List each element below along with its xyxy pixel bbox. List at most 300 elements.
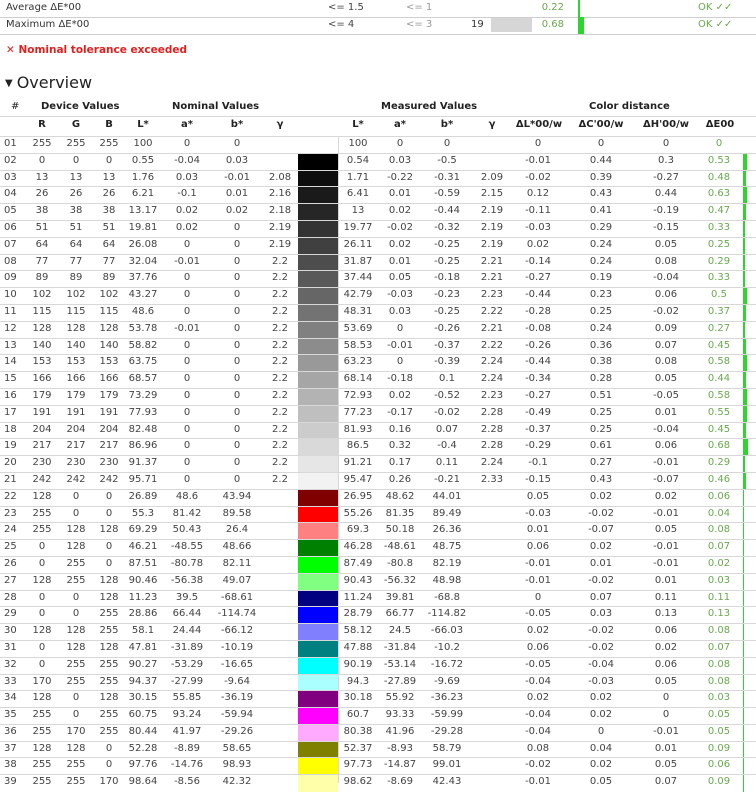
cell-delta-c: 0.39 — [589, 171, 613, 183]
cell-measured-gamma: 2.19 — [480, 238, 504, 250]
color-swatch — [298, 507, 338, 524]
cell-device-b: 128 — [99, 641, 119, 653]
col-delta-h: ΔH'00/w — [643, 119, 689, 130]
cell-device-r: 255 — [32, 138, 52, 149]
cell-delta-e: 0.47 — [707, 205, 731, 217]
cell-measured-b: 26.36 — [432, 524, 462, 536]
color-swatch — [298, 758, 338, 775]
table-row — [0, 724, 756, 741]
cell-device-g: 0 — [72, 154, 80, 166]
table-row — [0, 136, 756, 153]
cell-delta-e: 0.45 — [707, 339, 731, 351]
cell-delta-l: -0.01 — [525, 557, 551, 569]
cell-nominal-b: -16.65 — [220, 658, 254, 670]
cell-measured-a: 0.02 — [388, 389, 412, 401]
cell-delta-c: 0.07 — [589, 591, 613, 603]
cell-device-g: 26 — [69, 188, 83, 200]
cell-nominal-a: 0 — [183, 289, 191, 301]
color-swatch — [298, 355, 338, 372]
cell-nominal-b: -68.61 — [220, 591, 254, 603]
cell-nominal-b: 0 — [233, 238, 241, 250]
delta-e-bar — [743, 439, 748, 456]
cell-delta-l: -0.02 — [525, 759, 551, 771]
cell-delta-h: 0.01 — [654, 406, 678, 418]
cell-nominal-a: -8.56 — [174, 776, 200, 788]
patch-count: 19 — [471, 19, 484, 30]
cell-delta-l: -0.01 — [525, 154, 551, 166]
summary-label: Average ΔE*00 — [6, 2, 82, 13]
cell-measured-a: 0 — [396, 322, 404, 334]
delta-e-bar — [743, 322, 745, 339]
cell-delta-c: 0.02 — [589, 692, 613, 704]
cell-device-b: 153 — [99, 356, 119, 368]
cell-delta-e: 0.25 — [707, 238, 731, 250]
cell-device-g: 0 — [72, 692, 80, 704]
cell-nominal-b: -0.01 — [224, 171, 250, 183]
cell-delta-l: 0.12 — [526, 188, 550, 200]
cell-nominal-a: -14.76 — [170, 759, 204, 771]
cell-delta-c: 0.29 — [589, 221, 613, 233]
table-row — [0, 606, 756, 623]
color-swatch — [298, 137, 338, 154]
cell-nominal-l: 53.78 — [128, 322, 158, 334]
header-color-distance: Color distance — [589, 101, 670, 112]
table-row — [0, 573, 756, 590]
cell-nominal-a: 24.44 — [172, 625, 202, 637]
cell-measured-l: 42.79 — [343, 289, 373, 301]
table-row — [0, 657, 756, 674]
table-row — [0, 539, 756, 556]
cell-device-b: 0 — [105, 507, 113, 519]
cell-delta-e: 0.11 — [707, 591, 731, 603]
cell-patch-number: 15 — [4, 373, 17, 385]
color-swatch — [298, 322, 338, 339]
cell-delta-e: 0.58 — [707, 389, 731, 401]
cell-device-r: 77 — [35, 255, 49, 267]
cell-nominal-b: 0 — [233, 457, 241, 469]
cell-patch-number: 06 — [4, 221, 17, 233]
cell-patch-number: 18 — [4, 423, 17, 435]
cell-delta-h: 0.05 — [654, 675, 678, 687]
status-badge: OK ✓✓ — [698, 19, 733, 30]
delta-e-bar — [743, 473, 746, 490]
cell-measured-l: 60.7 — [346, 709, 370, 721]
cell-delta-h: 0.05 — [654, 238, 678, 250]
cell-delta-h: 0.44 — [654, 188, 678, 200]
cell-delta-e: 0.03 — [707, 574, 731, 586]
cell-delta-c: -0.02 — [588, 574, 614, 586]
cell-delta-e: 0.06 — [707, 490, 731, 502]
cell-measured-l: 87.49 — [343, 557, 373, 569]
cell-device-g: 204 — [66, 423, 86, 435]
cell-device-b: 242 — [99, 473, 119, 485]
cell-nominal-b: -29.26 — [220, 725, 254, 737]
cell-delta-h: -0.01 — [653, 725, 679, 737]
cell-device-b: 26 — [102, 188, 116, 200]
cell-measured-l: 0.54 — [346, 154, 370, 166]
cell-nominal-l: 90.46 — [128, 574, 158, 586]
cell-delta-h: 0.06 — [654, 289, 678, 301]
cell-measured-b: -0.25 — [434, 305, 460, 317]
cell-delta-h: 0 — [662, 692, 670, 704]
cell-delta-l: 0.02 — [526, 692, 550, 704]
table-row — [0, 506, 756, 523]
cell-delta-c: 0.36 — [589, 339, 613, 351]
cell-device-g: 128 — [66, 641, 86, 653]
cell-device-r: 191 — [32, 406, 52, 418]
summary-label: Maximum ΔE*00 — [6, 19, 90, 30]
cell-nominal-gamma: 2.2 — [272, 305, 288, 317]
cell-device-b: 38 — [102, 205, 116, 217]
delta-e-bar — [743, 171, 746, 188]
cell-device-g: 255 — [66, 776, 86, 788]
color-swatch — [298, 591, 338, 608]
cell-measured-b: 58.79 — [432, 742, 462, 754]
cell-device-g: 166 — [66, 373, 86, 385]
cell-nominal-l: 48.6 — [131, 305, 155, 317]
cell-delta-e: 0.02 — [707, 557, 731, 569]
cell-device-r: 128 — [32, 625, 52, 637]
cell-patch-number: 25 — [4, 541, 17, 553]
color-swatch — [298, 389, 338, 406]
cell-nominal-b: 0 — [233, 440, 241, 452]
cell-measured-b: 89.49 — [432, 507, 462, 519]
cell-delta-h: 0.08 — [654, 255, 678, 267]
cell-nominal-gamma: 2.2 — [272, 272, 288, 284]
color-swatch — [298, 339, 338, 356]
cell-nominal-b: 98.93 — [222, 759, 252, 771]
cell-device-g: 255 — [66, 574, 86, 586]
overview-section-toggle[interactable] — [5, 73, 92, 92]
cell-device-b: 179 — [99, 389, 119, 401]
cell-measured-gamma: 2.24 — [480, 356, 504, 368]
cell-delta-c: 0.27 — [589, 457, 613, 469]
delta-e-bar — [743, 187, 747, 204]
cell-measured-l: 58.53 — [343, 339, 373, 351]
delta-e-bar — [743, 742, 744, 759]
cell-measured-l: 26.11 — [343, 238, 373, 250]
cell-measured-b: -0.44 — [434, 205, 460, 217]
cell-delta-l: -0.29 — [525, 440, 551, 452]
cell-device-b: 128 — [99, 574, 119, 586]
cell-delta-c: 0.19 — [589, 272, 613, 284]
table-row — [0, 489, 756, 506]
cell-device-b: 102 — [99, 289, 119, 301]
table-row — [0, 455, 756, 472]
cell-nominal-a: -56.38 — [170, 574, 204, 586]
cell-delta-c: 0.43 — [589, 188, 613, 200]
cell-measured-b: 42.43 — [432, 776, 462, 788]
table-row — [0, 220, 756, 237]
nominal-tolerance: <= 1.5 — [328, 2, 364, 13]
delta-e-bar — [743, 339, 746, 356]
cell-measured-a: -31.84 — [383, 641, 417, 653]
cell-device-b: 128 — [99, 692, 119, 704]
cell-patch-number: 37 — [4, 742, 17, 754]
cell-nominal-b: 43.94 — [222, 490, 252, 502]
cell-measured-l: 80.38 — [343, 725, 373, 737]
delta-e-bar — [743, 389, 747, 406]
cell-device-g: 153 — [66, 356, 86, 368]
swatch-divider — [338, 136, 339, 783]
cell-device-g: 255 — [66, 759, 86, 771]
cell-nominal-l: 37.76 — [128, 272, 158, 284]
cell-delta-h: 0.07 — [654, 776, 678, 788]
cell-patch-number: 20 — [4, 457, 17, 469]
color-swatch — [298, 473, 338, 490]
table-row — [0, 170, 756, 187]
cell-device-g: 179 — [66, 389, 86, 401]
cell-delta-c: 0.24 — [589, 238, 613, 250]
table-row — [0, 186, 756, 203]
cell-device-g: 89 — [69, 272, 83, 284]
cell-nominal-l: 58.82 — [128, 339, 158, 351]
cell-device-r: 0 — [38, 641, 46, 653]
color-swatch — [298, 305, 338, 322]
delta-e-bar — [743, 238, 745, 255]
cell-measured-gamma: 2.28 — [480, 406, 504, 418]
cell-delta-c: 0.44 — [589, 154, 613, 166]
cell-delta-h: -0.27 — [653, 171, 679, 183]
cell-delta-e: 0.08 — [707, 524, 731, 536]
cell-patch-number: 08 — [4, 255, 17, 267]
cell-measured-a: -14.87 — [383, 759, 417, 771]
cell-nominal-l: 1.76 — [131, 171, 155, 183]
col-measured-b: b* — [440, 119, 454, 130]
cell-device-r: 217 — [32, 440, 52, 452]
cell-measured-l: 46.28 — [343, 541, 373, 553]
cell-measured-l: 47.88 — [343, 641, 373, 653]
color-swatch — [298, 439, 338, 456]
color-swatch — [298, 691, 338, 708]
cell-patch-number: 01 — [4, 138, 17, 149]
table-row — [0, 522, 756, 539]
cell-delta-h: 0.11 — [654, 591, 678, 603]
cell-measured-gamma: 2.28 — [480, 423, 504, 435]
cell-nominal-l: 0.55 — [131, 154, 155, 166]
delta-e-bar — [743, 607, 744, 624]
cell-device-r: 115 — [32, 305, 52, 317]
cell-delta-l: -0.05 — [525, 608, 551, 620]
cell-measured-l: 98.62 — [343, 776, 373, 788]
cell-device-r: 255 — [32, 725, 52, 737]
cell-device-r: 89 — [35, 272, 49, 284]
cell-nominal-gamma: 2.2 — [272, 289, 288, 301]
header-number: # — [11, 101, 20, 112]
cell-measured-b: -0.4 — [437, 440, 457, 452]
col-delta-e: ΔE00 — [705, 119, 735, 130]
cell-delta-c: 0.25 — [589, 423, 613, 435]
cell-delta-h: -0.15 — [653, 221, 679, 233]
cell-device-r: 0 — [38, 541, 46, 553]
table-row — [0, 287, 756, 304]
cell-measured-l: 95.47 — [343, 473, 373, 485]
color-swatch — [298, 742, 338, 759]
cell-delta-h: -0.07 — [653, 473, 679, 485]
cell-measured-a: 0.16 — [388, 423, 412, 435]
cell-measured-l: 55.26 — [343, 507, 373, 519]
table-row — [0, 321, 756, 338]
delta-e-bar — [743, 675, 744, 692]
col-g: G — [71, 119, 81, 130]
cell-delta-l: -0.08 — [525, 322, 551, 334]
cell-nominal-b: 0 — [233, 289, 241, 301]
cell-delta-c: -0.07 — [588, 524, 614, 536]
cell-delta-h: -0.01 — [653, 507, 679, 519]
cell-patch-number: 36 — [4, 725, 17, 737]
cell-delta-l: -0.01 — [525, 574, 551, 586]
cell-delta-e: 0.45 — [707, 423, 731, 435]
cell-device-b: 0 — [105, 541, 113, 553]
cell-device-b: 166 — [99, 373, 119, 385]
cell-delta-h: -0.01 — [653, 457, 679, 469]
cell-delta-l: -0.11 — [525, 205, 551, 217]
color-swatch — [298, 271, 338, 288]
cell-delta-c: 0 — [597, 138, 605, 149]
cell-measured-l: 31.87 — [343, 255, 373, 267]
cell-nominal-b: -36.19 — [220, 692, 254, 704]
col-delta-c: ΔC'00/w — [578, 119, 624, 130]
cell-device-r: 26 — [35, 188, 49, 200]
cell-delta-c: 0.43 — [589, 473, 613, 485]
cell-measured-a: 55.92 — [385, 692, 415, 704]
cell-nominal-l: 26.08 — [128, 238, 158, 250]
header-device-values: Device Values — [41, 101, 120, 112]
cell-measured-b: 0 — [443, 138, 451, 149]
cell-delta-c: 0.02 — [589, 709, 613, 721]
cell-device-g: 0 — [72, 490, 80, 502]
cell-nominal-b: -9.64 — [224, 675, 250, 687]
color-swatch — [298, 624, 338, 641]
cell-delta-e: 0.09 — [707, 776, 731, 788]
cell-measured-b: -0.26 — [434, 322, 460, 334]
cell-device-r: 102 — [32, 289, 52, 301]
cell-measured-a: -0.02 — [387, 221, 413, 233]
cell-device-b: 0 — [105, 154, 113, 166]
delta-e-bar — [743, 641, 744, 658]
delta-e-bar — [743, 255, 745, 272]
cell-patch-number: 09 — [4, 272, 17, 284]
cell-nominal-a: 93.24 — [172, 709, 202, 721]
cell-measured-b: -0.25 — [434, 255, 460, 267]
cell-nominal-a: 0 — [183, 423, 191, 435]
cell-delta-l: -0.03 — [525, 507, 551, 519]
cell-delta-h: 0.08 — [654, 356, 678, 368]
cell-delta-h: -0.05 — [653, 389, 679, 401]
cell-nominal-a: 0.03 — [175, 171, 199, 183]
table-row — [0, 741, 756, 758]
cell-nominal-a: -31.89 — [170, 641, 204, 653]
table-row — [0, 254, 756, 271]
cell-device-g: 128 — [66, 742, 86, 754]
cell-patch-number: 11 — [4, 305, 17, 317]
col-measured-l: L* — [352, 119, 364, 130]
cell-device-b: 0 — [105, 742, 113, 754]
cell-delta-l: 0.02 — [526, 625, 550, 637]
cell-device-b: 255 — [99, 138, 119, 149]
color-swatch — [298, 255, 338, 272]
cell-patch-number: 19 — [4, 440, 17, 452]
cell-nominal-gamma: 2.16 — [268, 188, 292, 200]
cell-delta-e: 0.13 — [707, 608, 731, 620]
cell-measured-a: -0.22 — [387, 171, 413, 183]
cell-device-r: 64 — [35, 238, 49, 250]
cell-measured-b: -10.2 — [434, 641, 460, 653]
cell-nominal-a: -0.1 — [177, 188, 197, 200]
cell-delta-l: -0.28 — [525, 305, 551, 317]
cell-nominal-a: 50.43 — [172, 524, 202, 536]
cell-nominal-gamma: 2.2 — [272, 440, 288, 452]
cell-nominal-l: 77.93 — [128, 406, 158, 418]
cell-device-r: 242 — [32, 473, 52, 485]
cell-device-r: 255 — [32, 507, 52, 519]
cell-nominal-b: 0 — [233, 221, 241, 233]
cell-measured-a: 0.01 — [388, 188, 412, 200]
table-row — [0, 556, 756, 573]
cell-nominal-b: 48.66 — [222, 541, 252, 553]
cell-nominal-gamma: 2.18 — [268, 205, 292, 217]
cell-nominal-b: 0 — [233, 339, 241, 351]
cell-delta-h: 0.05 — [654, 373, 678, 385]
cell-measured-l: 97.73 — [343, 759, 373, 771]
cell-measured-a: 0.02 — [388, 238, 412, 250]
cell-nominal-gamma: 2.2 — [272, 457, 288, 469]
overview-title: Overview — [16, 73, 93, 92]
cell-delta-l: 0.06 — [526, 641, 550, 653]
cell-device-b: 255 — [99, 675, 119, 687]
cell-measured-l: 100 — [348, 138, 368, 149]
cell-measured-a: 24.5 — [388, 625, 412, 637]
cell-device-b: 128 — [99, 524, 119, 536]
cell-nominal-a: 39.5 — [175, 591, 199, 603]
cell-device-g: 0 — [72, 608, 80, 620]
cell-nominal-b: 0.03 — [225, 154, 249, 166]
cell-nominal-gamma: 2.2 — [272, 339, 288, 351]
cell-nominal-b: 0 — [233, 406, 241, 418]
cell-device-b: 77 — [102, 255, 116, 267]
cell-delta-e: 0.05 — [707, 725, 731, 737]
cell-patch-number: 22 — [4, 490, 17, 502]
cell-delta-e: 0.68 — [707, 440, 731, 452]
cell-nominal-l: 6.21 — [131, 188, 155, 200]
cell-delta-h: -0.19 — [653, 205, 679, 217]
cell-delta-c: 0.28 — [589, 373, 613, 385]
cell-device-g: 64 — [69, 238, 83, 250]
cell-measured-b: -0.23 — [434, 289, 460, 301]
cell-nominal-gamma: 2.2 — [272, 255, 288, 267]
summary-value: 0.22 — [541, 2, 564, 13]
cell-device-g: 128 — [66, 625, 86, 637]
cell-device-b: 170 — [99, 776, 119, 788]
color-swatch — [298, 641, 338, 658]
cell-device-r: 140 — [32, 339, 52, 351]
cell-nominal-b: 0 — [233, 473, 241, 485]
cell-nominal-l: 69.29 — [128, 524, 158, 536]
cell-measured-gamma: 2.19 — [480, 205, 504, 217]
cell-delta-c: 0 — [597, 725, 605, 737]
cell-delta-c: 0.03 — [589, 608, 613, 620]
status-badge: OK ✓✓ — [698, 2, 733, 13]
cell-device-b: 128 — [99, 322, 119, 334]
cell-nominal-a: -48.55 — [170, 541, 204, 553]
delta-e-bar — [743, 154, 747, 171]
color-swatch — [298, 187, 338, 204]
cell-measured-a: 81.35 — [385, 507, 415, 519]
cell-nominal-gamma: 2.19 — [268, 221, 292, 233]
delta-e-bar — [743, 523, 744, 540]
cell-delta-e: 0.37 — [707, 305, 731, 317]
cell-device-b: 13 — [102, 171, 116, 183]
